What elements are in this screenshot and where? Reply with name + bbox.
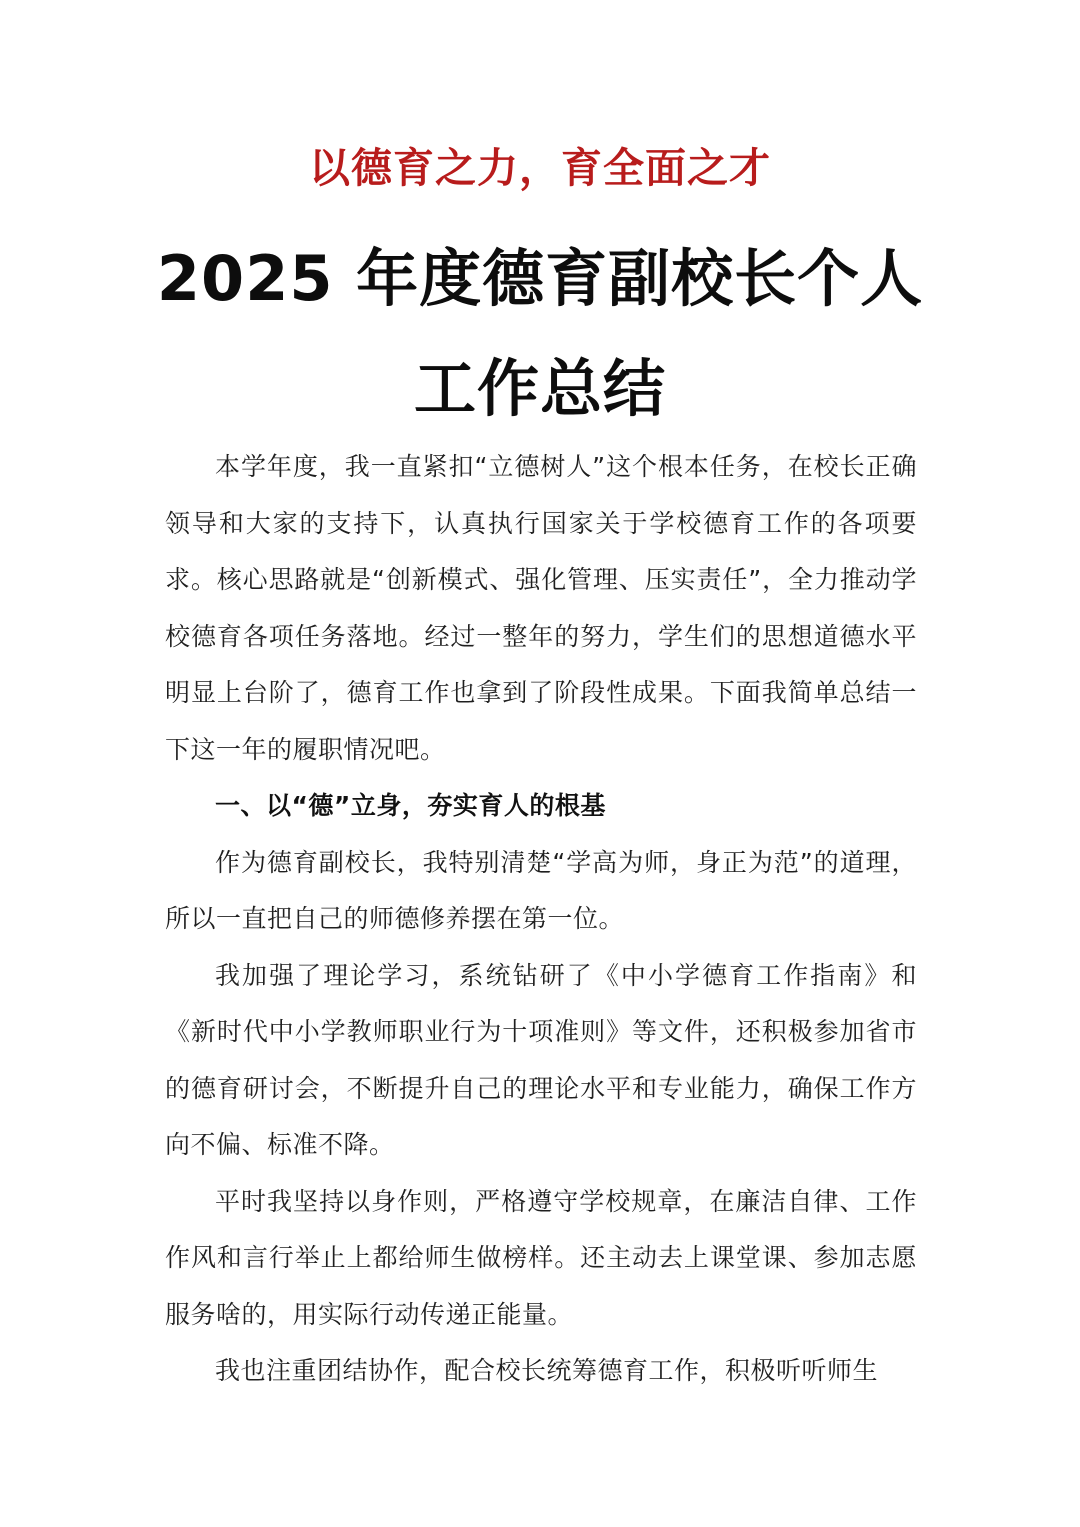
- document-title-line-1: 2025 年度德育副校长个人: [156, 242, 924, 315]
- section-heading-1: 一、以“德”立身，夯实育人的根基: [215, 791, 606, 820]
- document-title: [0, 224, 1080, 444]
- body-paragraph: 我加强了理论学习，系统钻研了《中小学德育工作指南》和《新时代中小学教师职业行为十项准则》等文件，还积极参加省市的德育研讨会，不断提升自己的理论水平和专业能力，确保工作方向不偏、标准不降。: [165, 960, 917, 1159]
- intro-paragraph: 本学年度，我一直紧扣“立德树人”这个根本任务，在校长正确领导和大家的支持下，认真执行国家关于学校德育工作的各项要求。核心思路就是“创新模式、强化管理、压实责任”，全力推动学校德育各项任务落地。经过一整年的努力，学生们的思想道德水平明显上台阶了，德育工作也拿到了阶段性成果。下面我简单总结一下这一年的履职情况吧。: [165, 452, 917, 764]
- document-subtitle: 以德育之力，育全面之才: [309, 144, 771, 192]
- document-title-line-2: 工作总结: [413, 352, 666, 425]
- body-paragraph: 作为德育副校长，我特别清楚“学高为师，身正为范”的道理，所以一直把自己的师德修养摆在第一位。: [165, 847, 917, 933]
- body-paragraph: 我也注重团结协作，配合校长统筹德育工作，积极听听师生: [215, 1356, 879, 1385]
- body-paragraph: 平时我坚持以身作则，严格遵守学校规章，在廉洁自律、工作作风和言行举止上都给师生做榜样。还主动去上课堂课、参加志愿服务啥的，用实际行动传递正能量。: [165, 1186, 917, 1329]
- document-body: [165, 439, 917, 1400]
